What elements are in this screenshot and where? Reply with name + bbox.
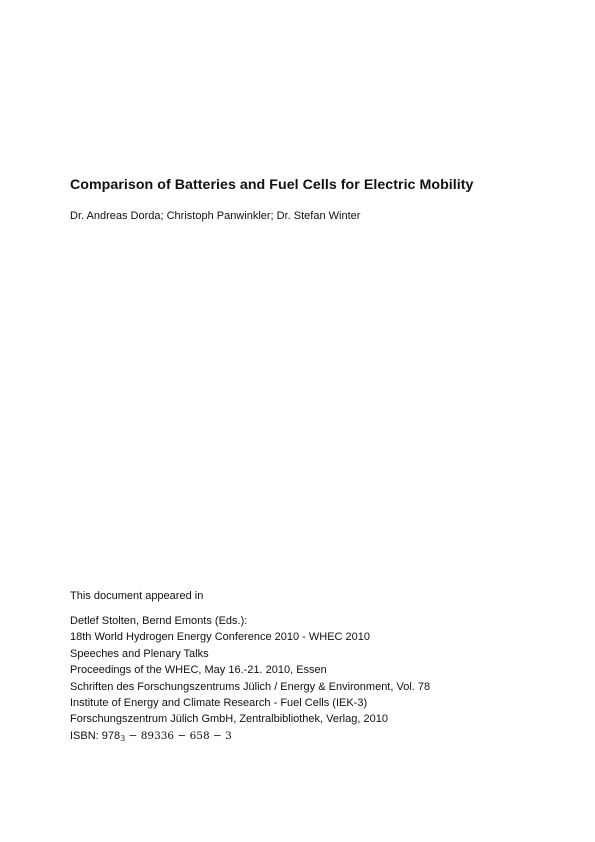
publication-line: Schriften des Forschungszentrums Jülich / Energy & Environment, Vol. 78	[70, 680, 431, 693]
isbn-line	[70, 728, 430, 747]
publication-line: Speeches and Plenary Talks	[70, 647, 209, 660]
publication-details	[70, 613, 430, 747]
publication-line: Institute of Energy and Climate Research - Fuel Cells (IEK-3)	[70, 697, 368, 710]
publication-line: Forschungszentrum Jülich GmbH, Zentralbibliothek, Verlag, 2010	[70, 713, 388, 726]
publication-line: Proceedings of the WHEC, May 16.-21. 2010, Essen	[70, 664, 327, 677]
document-title: Comparison of Batteries and Fuel Cells for Electric Mobility	[70, 177, 474, 193]
publication-line: Detlef Stolten, Bernd Emonts (Eds.):	[70, 615, 248, 627]
appeared-in-label: This document appeared in	[70, 590, 204, 602]
isbn-label: ISBN: 978	[70, 729, 121, 742]
publication-line: 18th World Hydrogen Energy Conference 2010 - WHEC 2010	[70, 631, 371, 644]
isbn-subscript: 3	[120, 733, 126, 743]
isbn-rest: − 89336 − 658 − 3	[125, 729, 232, 742]
document-authors: Dr. Andreas Dorda; Christoph Panwinkler; Dr. Stefan Winter	[70, 210, 361, 222]
